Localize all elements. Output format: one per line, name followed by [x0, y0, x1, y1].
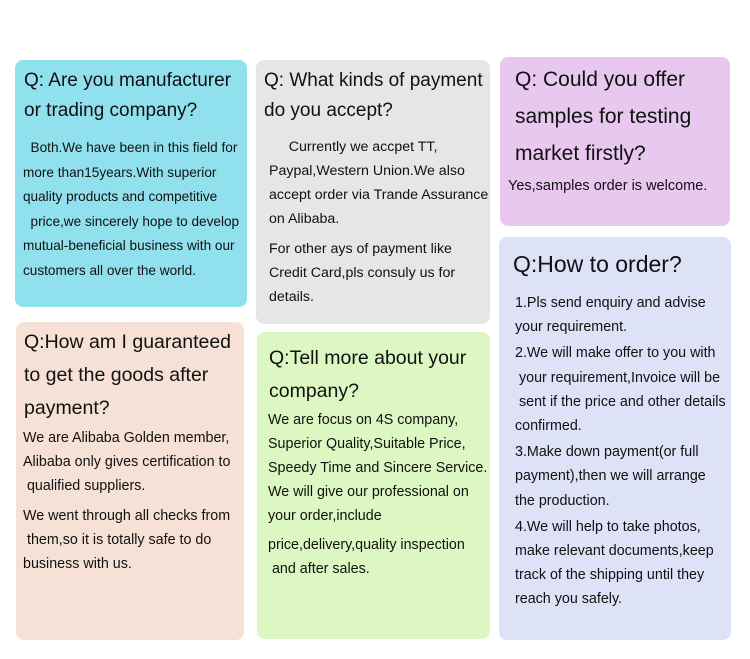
faq-card-manufacturer — [15, 60, 247, 307]
faq-question: Q:How am I guaranteed to get the goods after payment? — [24, 331, 232, 419]
faq-answer — [269, 135, 489, 309]
faq-answer-step: 2.We will make offer to you with your requirement,Invoice will be sent if the price and other details confirmed. — [515, 345, 726, 435]
faq-card-guarantee — [16, 322, 244, 640]
faq-answer-paragraph: For other ays of payment like Credit Card,pls consuly us for details. — [269, 241, 456, 305]
faq-card-payment — [256, 60, 490, 324]
faq-question: Q:How to order? — [513, 251, 682, 277]
faq-card-samples — [500, 57, 730, 226]
faq-answer-paragraph: price,delivery,quality inspection and after sales. — [268, 537, 465, 577]
faq-answer-paragraph: Yes,samples order is welcome. — [508, 178, 708, 194]
faq-answer-paragraph: We went through all checks from them,so it is totally safe to do business with us. — [23, 508, 231, 572]
faq-answer-paragraph: Both.We have been in this field for more than15years.With superior quality products and competitive price,we sincerely hope to develop mutual-beneficial business with our customers all over the world. — [23, 140, 240, 278]
faq-question: Q: What kinds of payment do you accept? — [264, 70, 483, 121]
faq-answer — [268, 408, 490, 581]
faq-question: Q: Could you offer samples for testing market firstly? — [515, 68, 692, 165]
faq-answer-step: 3.Make down payment(or full payment),then we will arrange the production. — [515, 444, 706, 509]
faq-question: Q:Tell more about your company? — [269, 347, 467, 402]
faq-answer-paragraph: We are Alibaba Golden member, Alibaba only gives certification to qualified suppliers. — [23, 430, 231, 494]
faq-answer — [508, 174, 728, 198]
faq-card-company — [257, 332, 490, 639]
faq-answer — [515, 291, 729, 612]
faq-answer-paragraph: Currently we accpet TT, Paypal,Western Union.We also accept order via Trande Assurance on Alibaba. — [269, 139, 489, 227]
faq-answer-paragraph: We are focus on 4S company, Superior Quality,Suitable Price, Speedy Time and Sincere Service. We will give our professional on your order,include — [268, 412, 488, 524]
faq-card-how-to-order — [499, 237, 731, 640]
faq-question: Q: Are you manufacturer or trading company? — [24, 70, 231, 121]
faq-answer — [23, 426, 243, 576]
faq-answer-step: 1.Pls send enquiry and advise your requirement. — [515, 295, 706, 336]
faq-answer — [23, 136, 247, 283]
faq-answer-step: 4.We will help to take photos, make relevant documents,keep track of the shipping until they reach you safely. — [515, 518, 714, 608]
